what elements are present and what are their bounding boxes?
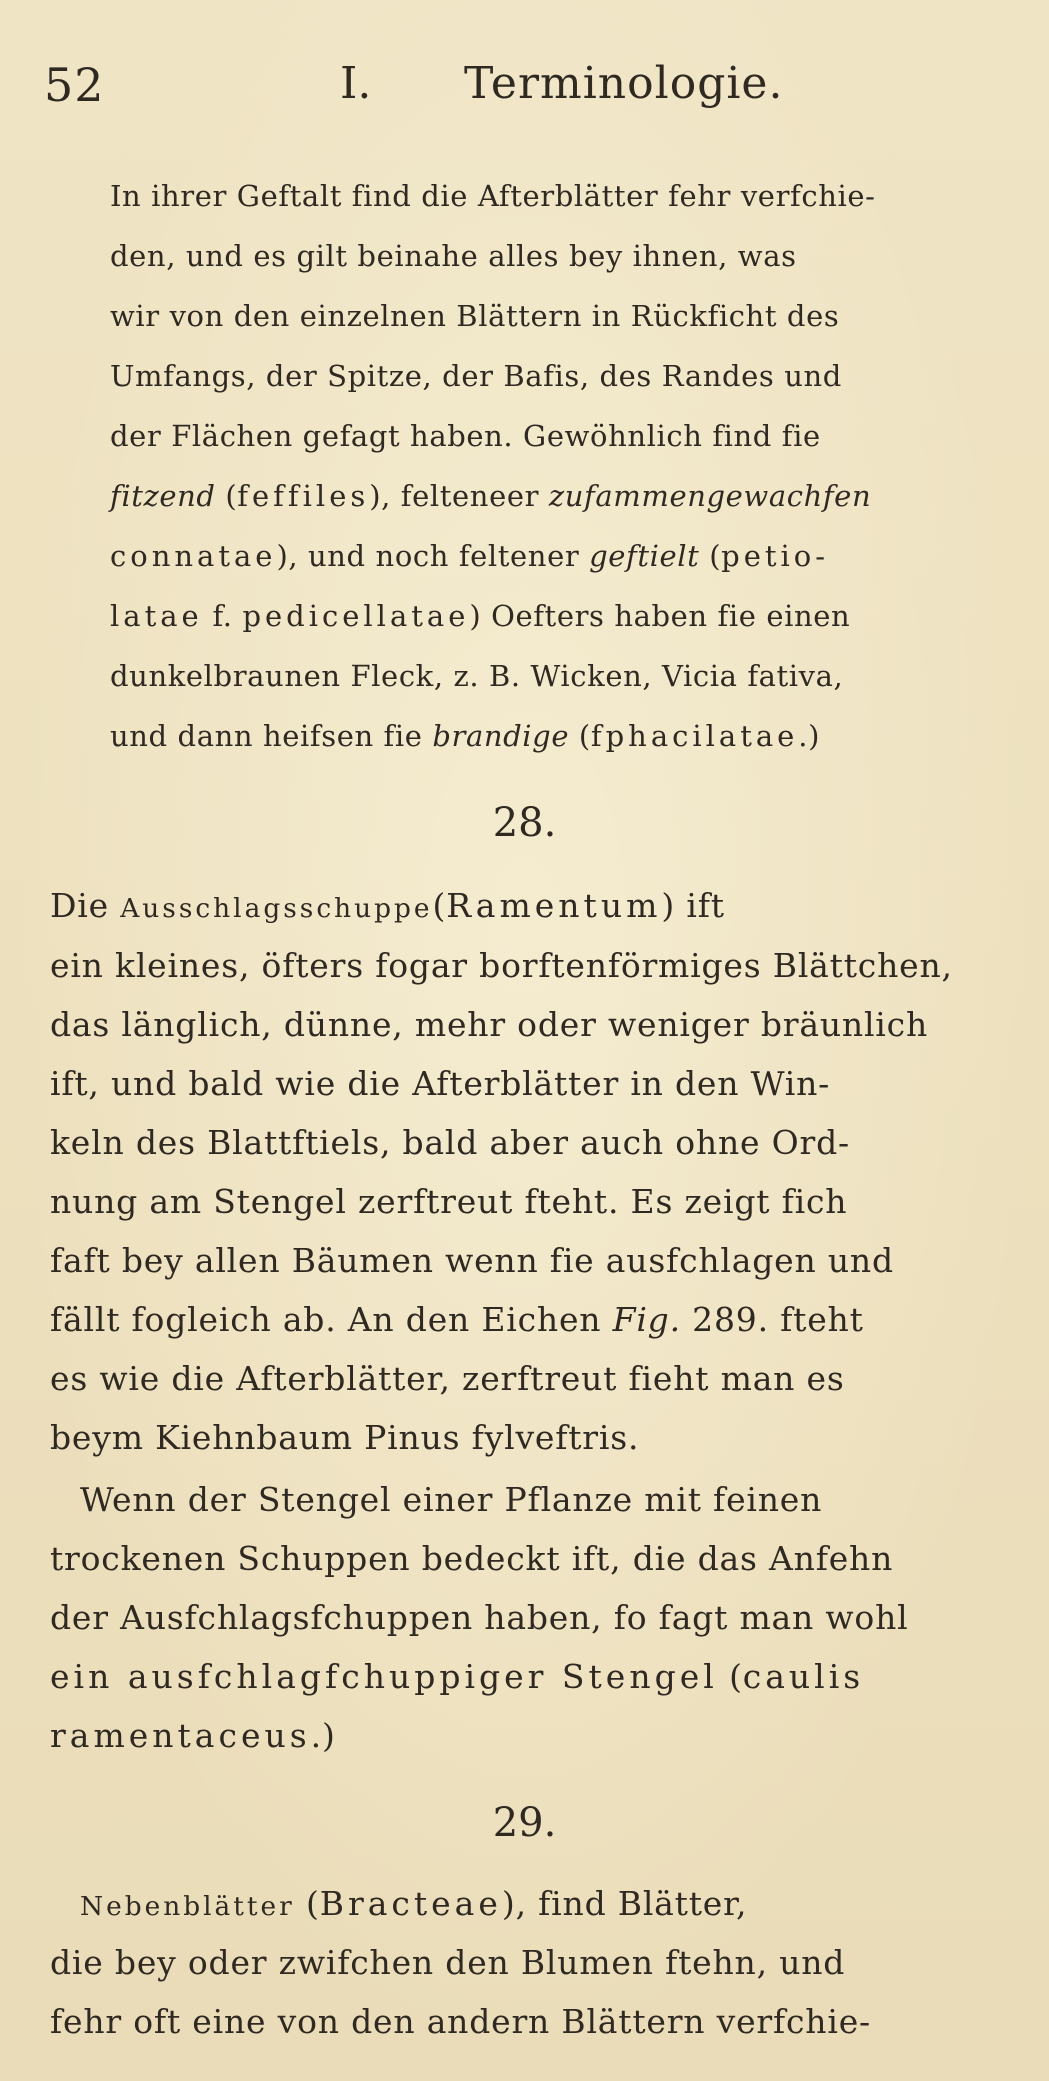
latin-term: connatae [110,539,277,573]
text-line: faft bey allen Bäumen wenn fie ausfchlagen und [50,1241,894,1280]
running-title: Terminologie. [464,58,784,109]
latin-term: feffiles [237,479,370,513]
text-line: beym Kiehnbaum Pinus fylveftris. [50,1418,640,1457]
text-line: keln des Blattftiels, bald aber auch ohne Ord- [50,1123,850,1162]
chapter-number: I. [340,58,372,109]
latin-term: Bracteae [319,1884,502,1923]
latin-term: caulis [742,1657,865,1696]
text-line: es wie die Afterblätter, zerftreut fieht man es [50,1359,845,1398]
text-line: der Flächen gefagt haben. Gewöhnlich find fie [110,419,821,453]
small-caps-term: Nebenblätter [80,1891,295,1922]
text-line: Die Ausschlagsschuppe(Ramentum) ift [50,886,725,925]
text-line: ramentaceus.) [50,1716,336,1755]
latin-term: fphacilatae [590,719,799,753]
latin-term: Ramentum [446,886,662,925]
latin-term: latae [110,599,203,633]
italic-term: fitzend [110,479,216,513]
text-line: und dann heifsen fie brandige (fphacilatae.) [110,719,821,753]
text-line: Umfangs, der Spitze, der Bafis, des Randes und [110,359,842,393]
text-line: fehr oft eine von den andern Blättern verfchie- [50,2002,871,2041]
italic-term: zufammengewachfen [548,479,872,513]
text-line: die bey oder zwifchen den Blumen ftehn, und [50,1943,846,1982]
text-line: fällt fogleich ab. An den Eichen Fig. 289. fteht [50,1300,864,1339]
text-line: In ihrer Geftalt find die Afterblätter fehr verfchie- [110,179,876,213]
section-number-29: 29. [492,1800,557,1846]
text-line: ein kleines, öfters fogar borftenförmiges Blättchen, [50,946,953,985]
text-line: ift, und bald wie die Afterblätter in den Win- [50,1064,831,1103]
text-line: trockenen Schuppen bedeckt ift, die das Anfehn [50,1539,894,1578]
section-number-28: 28. [492,800,557,846]
text-line: ein ausfchlagfchuppiger Stengel (caulis [50,1657,865,1696]
text-line: dunkelbraunen Fleck, z. B. Wicken, Vicia fativa, [110,659,844,693]
text-line: den, und es gilt beinahe alles bey ihnen, was [110,239,797,273]
text-line: Wenn der Stengel einer Pflanze mit feinen [80,1480,823,1519]
text-line: latae f. pedicellatae) Oefters haben fie einen [110,599,851,633]
text-line: connatae), und noch feltener geftielt (petio- [110,539,830,573]
text-line: nung am Stengel zerftreut fteht. Es zeigt fich [50,1182,848,1221]
latin-term: ein ausfchlagfchuppiger Stengel [50,1657,718,1696]
text-line: wir von den einzelnen Blättern in Rückficht des [110,299,840,333]
latin-term: ramentaceus [50,1716,311,1755]
text-line: fitzend (feffiles), felteneer zufammengewachfen [110,479,872,513]
italic-term: brandige [432,719,570,753]
latin-term: pedicellatae [242,599,470,633]
latin-term: petio- [721,539,830,573]
figure-reference: Fig. [612,1300,681,1339]
page-number: 52 [44,58,105,112]
text-line: das länglich, dünne, mehr oder weniger bräunlich [50,1005,928,1044]
text-line: der Ausfchlagsfchuppen haben, fo fagt man wohl [50,1598,909,1637]
italic-term: geftielt [589,539,700,573]
text-line: Nebenblätter (Bracteae), find Blätter, [80,1884,748,1923]
page-header [44,58,1009,118]
small-caps-term: Ausschlagsschuppe [120,893,433,924]
